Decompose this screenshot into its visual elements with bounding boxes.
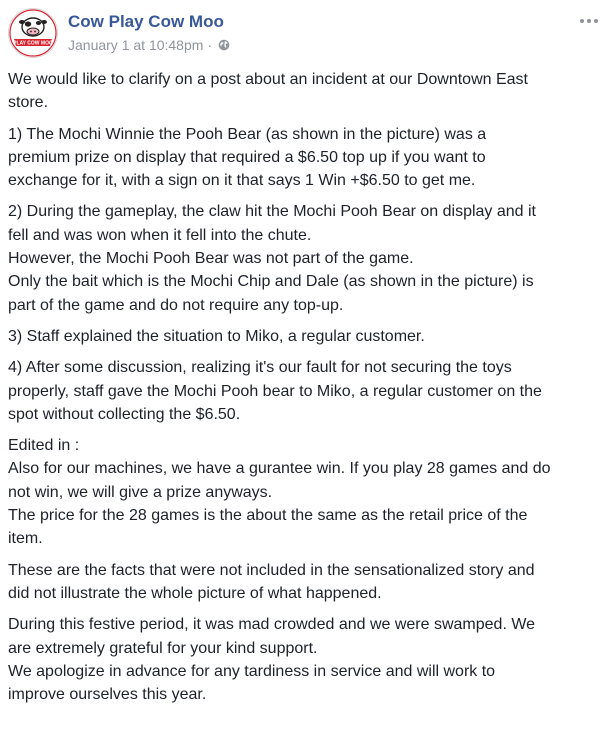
post-meta [68,37,230,53]
page-name-link[interactable]: Cow Play Cow Moo [68,12,224,31]
post-paragraph [8,434,602,550]
post-text-line: These are the facts that were not included in the sensationalized story and [8,561,535,579]
post-text-line: Also for our machines, we have a gurantee win. If you play 28 games and do [8,460,551,478]
post-paragraph [8,356,602,426]
post-text-line: item. [8,530,43,548]
post-text-line: 3) Staff explained the situation to Miko, a regular customer. [8,327,425,345]
post-text-line: The price for the 28 games is the about the same as the retail price of the [8,507,528,525]
post-paragraph [8,200,602,316]
post-text-line: spot without collecting the $6.50. [8,405,241,423]
post-text-line: premium prize on display that required a $6.50 top up if you want to [8,148,486,166]
post-text-line: exchange for it, with a sign on it that says 1 Win +$6.50 to get me. [8,172,476,190]
post-paragraph [8,123,602,193]
post-text-line: However, the Mochi Pooh Bear was not part of the game. [8,250,414,268]
post-text-line: improve ourselves this year. [8,686,207,704]
post-text-line: not win, we will give a prize anyways. [8,483,273,501]
post-text-line: Only the bait which is the Mochi Chip and Dale (as shown in the picture) is [8,273,534,291]
page-avatar[interactable] [8,8,58,58]
post-text-line: fell and was won when it fell into the chute. [8,226,312,244]
post-text-line: We apologize in advance for any tardiness in service and will work to [8,662,496,680]
post-text-line: 4) After some discussion, realizing it's our fault for not securing the toys [8,359,512,377]
more-options-icon[interactable] [576,14,602,28]
post-body [8,68,602,706]
post-text-line: During this festive period, it was mad crowded and we were swamped. We [8,616,536,634]
post-text-line: store. [8,94,49,112]
logo-text: PLAY COW MOO [13,40,53,47]
globe-icon[interactable] [218,39,230,51]
post-text-line: part of the game and do not require any top-up. [8,296,344,314]
post-text-line: 1) The Mochi Winnie the Pooh Bear (as shown in the picture) was a [8,125,487,143]
post-text-line: are extremely grateful for your kind support. [8,639,318,657]
post-text-line: properly, staff gave the Mochi Pooh bear to Miko, a regular customer on the [8,382,542,400]
post-text-line: did not illustrate the whole picture of what happened. [8,584,382,602]
post-header [8,8,602,58]
post-text-line: We would like to clarify on a post about an incident at our Downtown East [8,71,528,88]
meta-separator: · [207,37,213,53]
post-paragraph [8,68,602,115]
post-paragraph [8,325,602,348]
post-text-line: Edited in : [8,437,80,455]
cow-logo-icon [9,9,57,57]
post-timestamp[interactable]: January 1 at 10:48pm [68,37,204,53]
post-paragraph [8,559,602,606]
post-text-line: 2) During the gameplay, the claw hit the Mochi Pooh Bear on display and it [8,203,536,221]
post-paragraph [8,613,602,706]
